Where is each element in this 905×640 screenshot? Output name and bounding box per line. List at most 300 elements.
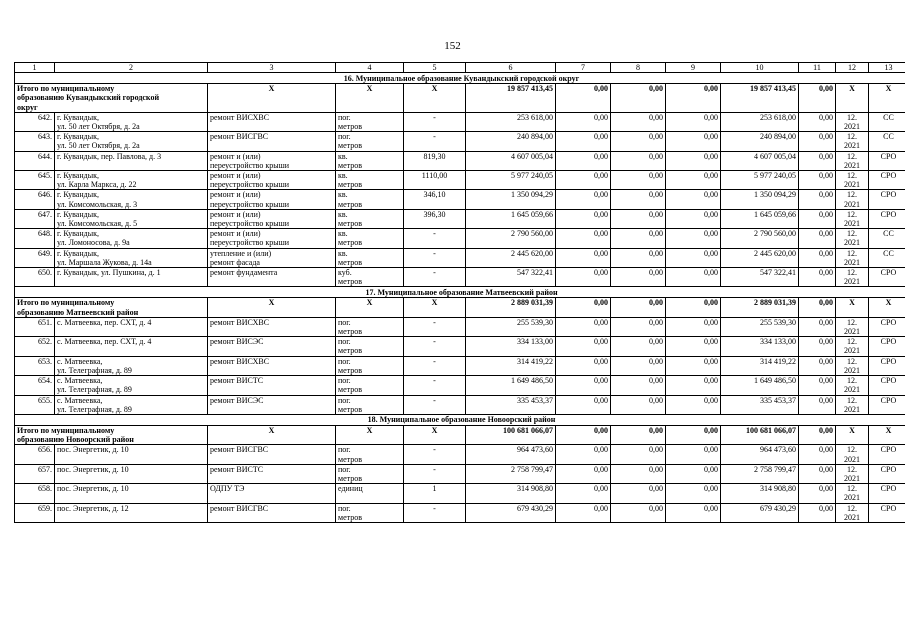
table-row	[15, 209, 905, 228]
amount-cell: 0,00	[666, 503, 721, 522]
amount-cell: 0,00	[666, 248, 721, 267]
unit-cell: пог. метров	[336, 503, 404, 522]
total-amount: 100 681 066,07	[466, 425, 556, 444]
amount-cell: 0,00	[611, 317, 666, 336]
row-number: 651.	[15, 317, 55, 336]
amount-cell: 0,00	[611, 503, 666, 522]
amount-cell: 0,00	[799, 268, 836, 287]
address-cell: с. Матвеевка, пер. СХТ, д. 4	[55, 337, 208, 356]
method-cell: СС	[869, 229, 905, 248]
amount-cell: 0,00	[666, 395, 721, 414]
address-cell: с. Матвеевка, ул. Телеграфная, д. 89	[55, 376, 208, 395]
amount-cell: 0,00	[799, 151, 836, 170]
total-cell: 0,00	[556, 298, 611, 317]
amount-cell: 0,00	[799, 317, 836, 336]
table-row	[15, 464, 905, 483]
amount-cell: 0,00	[556, 268, 611, 287]
method-cell: СРО	[869, 190, 905, 209]
amount-cell: 0,00	[666, 229, 721, 248]
work-type-cell: ремонт ВИСГВС	[208, 132, 336, 151]
address-cell: пос. Энергетик, д. 12	[55, 503, 208, 522]
work-type-cell: ремонт фундамента	[208, 268, 336, 287]
total-cell: 0,00	[799, 298, 836, 317]
amount-cell: 0,00	[666, 190, 721, 209]
amount-cell: 0,00	[666, 151, 721, 170]
row-number: 654.	[15, 376, 55, 395]
work-type-cell: утепление и (или) ремонт фасада	[208, 248, 336, 267]
address-cell: с. Матвеевка, ул. Телеграфная, д. 89	[55, 356, 208, 375]
address-cell: с. Матвеевка, ул. Телеграфная, д. 89	[55, 395, 208, 414]
total-cell: 0,00	[666, 425, 721, 444]
work-type-cell: ремонт и (или) переустройство крыши	[208, 171, 336, 190]
column-number: 11	[799, 63, 836, 73]
amount-cell: 0,00	[799, 376, 836, 395]
amount-cell: 0,00	[556, 395, 611, 414]
row-number: 656.	[15, 445, 55, 464]
row-number: 657.	[15, 464, 55, 483]
quantity-cell: -	[404, 376, 466, 395]
address-cell: г. Кувандык, ул. Комсомольская, д. 5	[55, 209, 208, 228]
period-cell: 12. 2021	[836, 445, 869, 464]
total-label: Итого по муниципальному образованию Новоорский район	[15, 425, 208, 444]
column-number: 8	[611, 63, 666, 73]
amount-cell: 0,00	[666, 445, 721, 464]
cost-cell: 964 473,60	[721, 445, 799, 464]
amount-cell: 0,00	[556, 171, 611, 190]
amount-cell: 0,00	[556, 484, 611, 503]
amount-cell: 0,00	[666, 132, 721, 151]
unit-cell: пог. метров	[336, 112, 404, 131]
quantity-cell: -	[404, 229, 466, 248]
table-row	[15, 395, 905, 414]
section-title: 17. Муниципальное образование Матвеевский район	[15, 287, 905, 298]
section-header-row	[15, 287, 905, 298]
amount-cell: 0,00	[799, 464, 836, 483]
total-cell: X	[836, 84, 869, 113]
table-row	[15, 190, 905, 209]
amount-cell: 0,00	[611, 190, 666, 209]
column-number: 7	[556, 63, 611, 73]
unit-cell: кв. метров	[336, 209, 404, 228]
amount-cell: 0,00	[556, 356, 611, 375]
row-number: 645.	[15, 171, 55, 190]
row-number: 650.	[15, 268, 55, 287]
amount-cell: 0,00	[666, 376, 721, 395]
total-amount: 2 889 031,39	[466, 298, 556, 317]
amount-cell: 0,00	[611, 151, 666, 170]
address-cell: пос. Энергетик, д. 10	[55, 464, 208, 483]
column-number: 6	[466, 63, 556, 73]
section-title: 18. Муниципальное образование Новоорский район	[15, 414, 905, 425]
quantity-cell: 819,30	[404, 151, 466, 170]
cost-cell: 964 473,60	[466, 445, 556, 464]
column-number: 9	[666, 63, 721, 73]
address-cell: пос. Энергетик, д. 10	[55, 445, 208, 464]
period-cell: 12. 2021	[836, 503, 869, 522]
row-number: 653.	[15, 356, 55, 375]
section-title: 16. Муниципальное образование Кувандыкский городской округ	[15, 73, 905, 84]
cost-cell: 679 430,29	[721, 503, 799, 522]
cost-cell: 1 645 059,66	[721, 209, 799, 228]
quantity-cell: 1	[404, 484, 466, 503]
quantity-cell: 1110,00	[404, 171, 466, 190]
column-number: 10	[721, 63, 799, 73]
cost-cell: 679 430,29	[466, 503, 556, 522]
total-amount: 2 889 031,39	[721, 298, 799, 317]
table-row	[15, 229, 905, 248]
amount-cell: 0,00	[666, 268, 721, 287]
cost-cell: 253 618,00	[466, 112, 556, 131]
cost-cell: 1 649 486,50	[466, 376, 556, 395]
amount-cell: 0,00	[799, 356, 836, 375]
cost-cell: 240 894,00	[466, 132, 556, 151]
total-cell: X	[208, 84, 336, 113]
cost-cell: 1 350 094,29	[721, 190, 799, 209]
amount-cell: 0,00	[611, 268, 666, 287]
amount-cell: 0,00	[556, 464, 611, 483]
row-number: 643.	[15, 132, 55, 151]
quantity-cell: -	[404, 464, 466, 483]
amount-cell: 0,00	[666, 356, 721, 375]
row-number: 647.	[15, 209, 55, 228]
method-cell: СРО	[869, 209, 905, 228]
method-cell: СРО	[869, 376, 905, 395]
period-cell: 12. 2021	[836, 337, 869, 356]
amount-cell: 0,00	[666, 337, 721, 356]
amount-cell: 0,00	[666, 484, 721, 503]
cost-cell: 2 445 620,00	[721, 248, 799, 267]
address-cell: г. Кувандык, ул. Карла Маркса, д. 22	[55, 171, 208, 190]
cost-cell: 1 649 486,50	[721, 376, 799, 395]
work-type-cell: ремонт ВИСХВС	[208, 356, 336, 375]
address-cell: с. Матвеевка, пер. СХТ, д. 4	[55, 317, 208, 336]
unit-cell: пог. метров	[336, 445, 404, 464]
quantity-cell: -	[404, 395, 466, 414]
period-cell: 12. 2021	[836, 229, 869, 248]
cost-cell: 2 758 799,47	[721, 464, 799, 483]
method-cell: СРО	[869, 151, 905, 170]
period-cell: 12. 2021	[836, 317, 869, 336]
total-cell: X	[869, 425, 905, 444]
cost-cell: 334 133,00	[721, 337, 799, 356]
cost-cell: 335 453,37	[466, 395, 556, 414]
cost-cell: 2 790 560,00	[466, 229, 556, 248]
amount-cell: 0,00	[556, 132, 611, 151]
cost-cell: 5 977 240,05	[466, 171, 556, 190]
period-cell: 12. 2021	[836, 268, 869, 287]
amount-cell: 0,00	[556, 445, 611, 464]
method-cell: СС	[869, 112, 905, 131]
amount-cell: 0,00	[611, 248, 666, 267]
work-type-cell: ремонт ВИСХВС	[208, 112, 336, 131]
work-type-cell: ремонт ВИСГВС	[208, 445, 336, 464]
column-number: 2	[55, 63, 208, 73]
row-number: 655.	[15, 395, 55, 414]
cost-cell: 5 977 240,05	[721, 171, 799, 190]
row-number: 652.	[15, 337, 55, 356]
total-cell: X	[336, 298, 404, 317]
address-cell: г. Кувандык, пер. Павлова, д. 3	[55, 151, 208, 170]
table-row	[15, 484, 905, 503]
amount-cell: 0,00	[799, 112, 836, 131]
cost-cell: 335 453,37	[721, 395, 799, 414]
cost-cell: 2 445 620,00	[466, 248, 556, 267]
total-cell: 0,00	[611, 298, 666, 317]
amount-cell: 0,00	[611, 209, 666, 228]
total-cell: X	[336, 425, 404, 444]
table-row	[15, 445, 905, 464]
amount-cell: 0,00	[666, 112, 721, 131]
amount-cell: 0,00	[799, 229, 836, 248]
method-cell: СС	[869, 132, 905, 151]
amount-cell: 0,00	[799, 337, 836, 356]
amount-cell: 0,00	[556, 503, 611, 522]
cost-cell: 547 322,41	[466, 268, 556, 287]
quantity-cell: -	[404, 132, 466, 151]
address-cell: г. Кувандык, ул. 50 лет Октября, д. 2а	[55, 132, 208, 151]
amount-cell: 0,00	[611, 112, 666, 131]
method-cell: СРО	[869, 464, 905, 483]
address-cell: г. Кувандык, ул. Пушкина, д. 1	[55, 268, 208, 287]
table-row	[15, 337, 905, 356]
amount-cell: 0,00	[799, 248, 836, 267]
table-row	[15, 503, 905, 522]
amount-cell: 0,00	[666, 209, 721, 228]
quantity-cell: -	[404, 445, 466, 464]
method-cell: СС	[869, 248, 905, 267]
work-type-cell: ремонт ВИСЭС	[208, 395, 336, 414]
work-type-cell: ремонт и (или) переустройство крыши	[208, 151, 336, 170]
total-cell: 0,00	[556, 84, 611, 113]
total-cell: X	[404, 84, 466, 113]
amount-cell: 0,00	[611, 395, 666, 414]
total-cell: X	[336, 84, 404, 113]
period-cell: 12. 2021	[836, 209, 869, 228]
quantity-cell: -	[404, 112, 466, 131]
column-number: 12	[836, 63, 869, 73]
cost-cell: 255 539,30	[721, 317, 799, 336]
unit-cell: кв. метров	[336, 171, 404, 190]
row-number: 646.	[15, 190, 55, 209]
unit-cell: пог. метров	[336, 464, 404, 483]
column-number: 13	[869, 63, 905, 73]
period-cell: 12. 2021	[836, 132, 869, 151]
total-cell: X	[404, 425, 466, 444]
method-cell: СРО	[869, 268, 905, 287]
amount-cell: 0,00	[556, 317, 611, 336]
unit-cell: кв. метров	[336, 248, 404, 267]
table-row	[15, 356, 905, 375]
quantity-cell: 346,10	[404, 190, 466, 209]
unit-cell: пог. метров	[336, 337, 404, 356]
column-number: 5	[404, 63, 466, 73]
total-label: Итого по муниципальному образованию Матвеевский район	[15, 298, 208, 317]
cost-cell: 334 133,00	[466, 337, 556, 356]
total-cell: X	[869, 84, 905, 113]
total-amount: 100 681 066,07	[721, 425, 799, 444]
work-type-cell: ремонт и (или) переустройство крыши	[208, 229, 336, 248]
amount-cell: 0,00	[556, 151, 611, 170]
work-type-cell: ремонт и (или) переустройство крыши	[208, 190, 336, 209]
period-cell: 12. 2021	[836, 356, 869, 375]
method-cell: СРО	[869, 445, 905, 464]
table-row	[15, 112, 905, 131]
capital-repair-table	[14, 62, 905, 523]
period-cell: 12. 2021	[836, 376, 869, 395]
amount-cell: 0,00	[556, 190, 611, 209]
unit-cell: куб. метров	[336, 268, 404, 287]
table-row	[15, 132, 905, 151]
cost-cell: 314 419,22	[466, 356, 556, 375]
amount-cell: 0,00	[799, 190, 836, 209]
section-header-row	[15, 414, 905, 425]
quantity-cell: 396,30	[404, 209, 466, 228]
total-cell: 0,00	[799, 425, 836, 444]
amount-cell: 0,00	[611, 229, 666, 248]
period-cell: 12. 2021	[836, 395, 869, 414]
unit-cell: пог. метров	[336, 132, 404, 151]
row-number: 648.	[15, 229, 55, 248]
amount-cell: 0,00	[611, 484, 666, 503]
cost-cell: 240 894,00	[721, 132, 799, 151]
row-number: 649.	[15, 248, 55, 267]
address-cell: г. Кувандык, ул. 50 лет Октября, д. 2а	[55, 112, 208, 131]
method-cell: СРО	[869, 337, 905, 356]
unit-cell: пог. метров	[336, 376, 404, 395]
unit-cell: кв. метров	[336, 229, 404, 248]
amount-cell: 0,00	[611, 464, 666, 483]
total-row	[15, 84, 905, 113]
quantity-cell: -	[404, 268, 466, 287]
column-number: 4	[336, 63, 404, 73]
period-cell: 12. 2021	[836, 484, 869, 503]
cost-cell: 314 419,22	[721, 356, 799, 375]
amount-cell: 0,00	[611, 376, 666, 395]
row-number: 658.	[15, 484, 55, 503]
cost-cell: 2 790 560,00	[721, 229, 799, 248]
method-cell: СРО	[869, 356, 905, 375]
total-cell: X	[208, 425, 336, 444]
table-body	[15, 63, 905, 523]
quantity-cell: -	[404, 503, 466, 522]
page-number: 152	[444, 40, 461, 52]
address-cell: г. Кувандык, ул. Маршала Жукова, д. 14а	[55, 248, 208, 267]
quantity-cell: -	[404, 337, 466, 356]
total-cell: X	[869, 298, 905, 317]
amount-cell: 0,00	[799, 395, 836, 414]
amount-cell: 0,00	[611, 445, 666, 464]
total-cell: 0,00	[666, 298, 721, 317]
table-row	[15, 376, 905, 395]
amount-cell: 0,00	[611, 356, 666, 375]
cost-cell: 547 322,41	[721, 268, 799, 287]
table-row	[15, 317, 905, 336]
total-cell: X	[208, 298, 336, 317]
table-row	[15, 151, 905, 170]
amount-cell: 0,00	[556, 229, 611, 248]
amount-cell: 0,00	[611, 337, 666, 356]
amount-cell: 0,00	[799, 484, 836, 503]
cost-cell: 1 350 094,29	[466, 190, 556, 209]
total-cell: X	[404, 298, 466, 317]
amount-cell: 0,00	[799, 132, 836, 151]
amount-cell: 0,00	[556, 112, 611, 131]
amount-cell: 0,00	[799, 171, 836, 190]
column-number: 3	[208, 63, 336, 73]
table-row	[15, 268, 905, 287]
cost-cell: 255 539,30	[466, 317, 556, 336]
method-cell: СРО	[869, 317, 905, 336]
work-type-cell: ремонт ВИСХВС	[208, 317, 336, 336]
amount-cell: 0,00	[611, 132, 666, 151]
period-cell: 12. 2021	[836, 151, 869, 170]
method-cell: СРО	[869, 395, 905, 414]
table-row	[15, 171, 905, 190]
work-type-cell: ОДПУ ТЭ	[208, 484, 336, 503]
amount-cell: 0,00	[799, 503, 836, 522]
total-label: Итого по муниципальному образованию Кувандыкский городской округ	[15, 84, 208, 113]
unit-cell: кв. метров	[336, 151, 404, 170]
cost-cell: 314 908,80	[466, 484, 556, 503]
period-cell: 12. 2021	[836, 248, 869, 267]
quantity-cell: -	[404, 356, 466, 375]
amount-cell: 0,00	[799, 445, 836, 464]
quantity-cell: -	[404, 317, 466, 336]
cost-cell: 314 908,80	[721, 484, 799, 503]
method-cell: СРО	[869, 503, 905, 522]
unit-cell: пог. метров	[336, 395, 404, 414]
row-number: 659.	[15, 503, 55, 522]
cost-cell: 4 607 005,04	[466, 151, 556, 170]
address-cell: пос. Энергетик, д. 10	[55, 484, 208, 503]
total-cell: 0,00	[799, 84, 836, 113]
cost-cell: 253 618,00	[721, 112, 799, 131]
method-cell: СРО	[869, 171, 905, 190]
total-cell: X	[836, 425, 869, 444]
amount-cell: 0,00	[666, 171, 721, 190]
row-number: 644.	[15, 151, 55, 170]
column-number: 1	[15, 63, 55, 73]
total-cell: 0,00	[556, 425, 611, 444]
period-cell: 12. 2021	[836, 464, 869, 483]
amount-cell: 0,00	[556, 209, 611, 228]
period-cell: 12. 2021	[836, 171, 869, 190]
amount-cell: 0,00	[666, 464, 721, 483]
unit-cell: единиц	[336, 484, 404, 503]
method-cell: СРО	[869, 484, 905, 503]
row-number: 642.	[15, 112, 55, 131]
amount-cell: 0,00	[799, 209, 836, 228]
address-cell: г. Кувандык, ул. Ломоносова, д. 9а	[55, 229, 208, 248]
work-type-cell: ремонт и (или) переустройство крыши	[208, 209, 336, 228]
amount-cell: 0,00	[611, 171, 666, 190]
total-row	[15, 425, 905, 444]
period-cell: 12. 2021	[836, 190, 869, 209]
column-number-row	[15, 63, 905, 73]
work-type-cell: ремонт ВИСТС	[208, 464, 336, 483]
total-amount: 19 857 413,45	[721, 84, 799, 113]
cost-cell: 2 758 799,47	[466, 464, 556, 483]
work-type-cell: ремонт ВИСТС	[208, 376, 336, 395]
total-row	[15, 298, 905, 317]
total-cell: 0,00	[611, 84, 666, 113]
unit-cell: кв. метров	[336, 190, 404, 209]
period-cell: 12. 2021	[836, 112, 869, 131]
unit-cell: пог. метров	[336, 356, 404, 375]
cost-cell: 1 645 059,66	[466, 209, 556, 228]
amount-cell: 0,00	[556, 376, 611, 395]
quantity-cell: -	[404, 248, 466, 267]
